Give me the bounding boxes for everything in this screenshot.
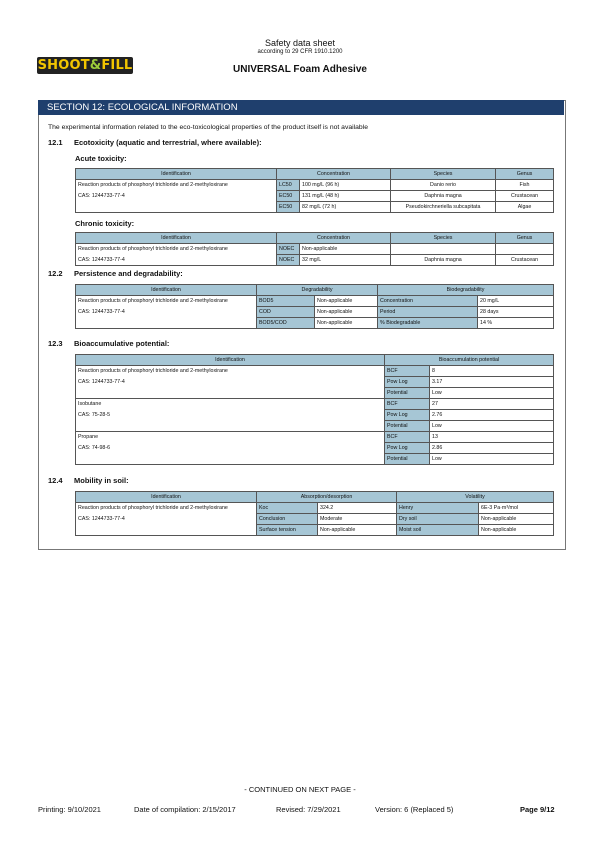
table-row [76, 307, 554, 318]
degradability-key: BOD5/COD [257, 318, 315, 329]
identification-name: Isobutane [76, 399, 385, 410]
volatility-key: Dry soil [397, 514, 479, 525]
bio-value: 2.76 [430, 410, 554, 421]
identification-cas: CAS: 1244733-77-4 [76, 377, 385, 388]
revised-date: Revised: 7/29/2021 [276, 805, 341, 814]
header-genus: Genus [496, 169, 554, 180]
bio-key: BCF [385, 399, 430, 410]
version: Version: 6 (Replaced 5) [375, 805, 454, 814]
bio-value: Low [430, 388, 554, 399]
bio-key: BCF [385, 366, 430, 377]
identification-cas: CAS: 75-28-5 [76, 410, 385, 421]
absorption-key: Conclusion [257, 514, 318, 525]
species [391, 244, 496, 255]
persistence-table [75, 284, 554, 329]
degradability-value: Non-applicable [315, 296, 378, 307]
bio-value: Low [430, 454, 554, 465]
identification-cas: CAS: 1244733-77-4 [76, 514, 257, 525]
table-header [76, 233, 554, 244]
genus: Algae [496, 202, 554, 213]
absorption-key: Surface tension [257, 525, 318, 536]
table-row [76, 296, 554, 307]
volatility-value: 6E-3 Pa·m³/mol [479, 503, 554, 514]
table-row [76, 443, 554, 454]
bio-value: 13 [430, 432, 554, 443]
bio-value: 8 [430, 366, 554, 377]
species: Danio rerio [391, 180, 496, 191]
table-row [76, 180, 554, 191]
header-concentration: Concentration [277, 233, 391, 244]
biodegradability-value: 28 days [478, 307, 554, 318]
identification-name: Propane [76, 432, 385, 443]
printing-date: Printing: 9/10/2021 [38, 805, 101, 814]
acute-toxicity-table [75, 168, 554, 213]
identification-name: Reaction products of phosphoryl trichloride and 2-methyloxirane [76, 366, 385, 377]
absorption-value: 324.2 [318, 503, 397, 514]
identification-name: Reaction products of phosphoryl trichloride and 2-methyloxirane [76, 296, 257, 307]
biodegradability-key: Period [378, 307, 478, 318]
volatility-value: Non-applicable [479, 514, 554, 525]
bio-value: Low [430, 421, 554, 432]
subsection-number: 12.1 [48, 138, 63, 147]
identification-cas: CAS: 1244733-77-4 [76, 191, 277, 202]
table-row [76, 421, 554, 432]
subsection-title: Ecotoxicity (aquatic and terrestrial, where available): [74, 138, 262, 147]
continued-notice: - CONTINUED ON NEXT PAGE - [244, 785, 356, 794]
volatility-key: Moist soil [397, 525, 479, 536]
bio-key: Pow Log [385, 410, 430, 421]
header-identification: Identification [76, 233, 277, 244]
bio-key: Potential [385, 454, 430, 465]
acute-toxicity-heading: Acute toxicity: [75, 154, 127, 163]
table-row [76, 503, 554, 514]
identification-blank [76, 421, 385, 432]
table-row [76, 514, 554, 525]
section-title-bar: SECTION 12: ECOLOGICAL INFORMATION [38, 100, 564, 115]
header-species: Species [391, 233, 496, 244]
table-row [76, 399, 554, 410]
header-genus: Genus [496, 233, 554, 244]
absorption-key: Koc [257, 503, 318, 514]
header-identification: Identification [76, 355, 385, 366]
header-species: Species [391, 169, 496, 180]
header-degradability: Degradability [257, 285, 378, 296]
degradability-value: Non-applicable [315, 307, 378, 318]
subsection-title: Bioaccumulative potential: [74, 339, 170, 348]
species: Daphnia magna [391, 255, 496, 266]
conc-type: NOEC [277, 255, 300, 266]
identification-name: Reaction products of phosphoryl trichloride and 2-methyloxirane [76, 180, 277, 191]
species: Daphnia magna [391, 191, 496, 202]
bio-key: Pow Log [385, 377, 430, 388]
header-bioaccumulation: Bioaccumulation potential [385, 355, 554, 366]
identification-blank [76, 388, 385, 399]
table-row [76, 388, 554, 399]
table-row [76, 525, 554, 536]
subsection-number: 12.4 [48, 476, 63, 485]
conc-value: 131 mg/L (48 h) [300, 191, 391, 202]
identification-blank [76, 202, 277, 213]
subsection-title: Persistence and degradability: [74, 269, 183, 278]
table-row [76, 202, 554, 213]
table-row [76, 318, 554, 329]
product-name: UNIVERSAL Foam Adhesive [233, 64, 367, 75]
page-number: Page 9/12 [520, 805, 555, 814]
biodegradability-value: 20 mg/L [478, 296, 554, 307]
bio-key: Potential [385, 421, 430, 432]
conc-type: EC50 [277, 202, 300, 213]
conc-type: EC50 [277, 191, 300, 202]
table-row [76, 432, 554, 443]
genus [496, 244, 554, 255]
section-intro: The experimental information related to the eco-toxicological properties of the product itself is not available [48, 124, 369, 131]
bio-key: Potential [385, 388, 430, 399]
identification-blank [76, 454, 385, 465]
volatility-value: Non-applicable [479, 525, 554, 536]
document-title: Safety data sheet [264, 38, 336, 48]
chronic-toxicity-heading: Chronic toxicity: [75, 219, 135, 228]
table-row [76, 191, 554, 202]
conc-value: 100 mg/L (96 h) [300, 180, 391, 191]
identification-blank [76, 525, 257, 536]
table-row [76, 366, 554, 377]
bioaccumulation-table [75, 354, 554, 465]
identification-blank [76, 318, 257, 329]
identification-cas: CAS: 74-98-6 [76, 443, 385, 454]
table-row [76, 377, 554, 388]
genus: Fish [496, 180, 554, 191]
table-header [76, 285, 554, 296]
table-header [76, 492, 554, 503]
bio-key: BCF [385, 432, 430, 443]
conc-type: LC50 [277, 180, 300, 191]
genus: Crustacean [496, 191, 554, 202]
identification-cas: CAS: 1244733-77-4 [76, 307, 257, 318]
table-row [76, 410, 554, 421]
table-header [76, 169, 554, 180]
header-absorption: Absorption/desorption [257, 492, 397, 503]
absorption-value: Moderate [318, 514, 397, 525]
header-identification: Identification [76, 492, 257, 503]
identification-name: Reaction products of phosphoryl trichloride and 2-methyloxirane [76, 244, 277, 255]
genus: Crustacean [496, 255, 554, 266]
degradability-key: COD [257, 307, 315, 318]
absorption-value: Non-applicable [318, 525, 397, 536]
conc-value: Non-applicable [300, 244, 391, 255]
biodegradability-key: % Biodegradable [378, 318, 478, 329]
bio-key: Pow Log [385, 443, 430, 454]
subsection-number: 12.2 [48, 269, 63, 278]
table-row [76, 244, 554, 255]
header-identification: Identification [76, 285, 257, 296]
bio-value: 2.86 [430, 443, 554, 454]
identification-name: Reaction products of phosphoryl trichloride and 2-methyloxirane [76, 503, 257, 514]
table-row [76, 255, 554, 266]
bio-value: 27 [430, 399, 554, 410]
table-row [76, 454, 554, 465]
header-concentration: Concentration [277, 169, 391, 180]
biodegradability-value: 14 % [478, 318, 554, 329]
bio-value: 3.17 [430, 377, 554, 388]
header-biodegradability: Biodegradability [378, 285, 554, 296]
table-header [76, 355, 554, 366]
conc-value: 82 mg/L (72 h) [300, 202, 391, 213]
compilation-date: Date of compilation: 2/15/2017 [134, 805, 236, 814]
subsection-title: Mobility in soil: [74, 476, 129, 485]
header-volatility: Volatility [397, 492, 554, 503]
mobility-table [75, 491, 554, 536]
species: Pseudokirchneriella subcapitata [391, 202, 496, 213]
volatility-key: Henry [397, 503, 479, 514]
conc-type: NOEC [277, 244, 300, 255]
degradability-key: BOD5 [257, 296, 315, 307]
shootfill-logo: SHOOT&FILL [37, 58, 133, 73]
chronic-toxicity-table [75, 232, 554, 266]
degradability-value: Non-applicable [315, 318, 378, 329]
identification-cas: CAS: 1244733-77-4 [76, 255, 277, 266]
document-subtitle: according to 29 CFR 1910.1200 [257, 49, 343, 55]
biodegradability-key: Concentration [378, 296, 478, 307]
conc-value: 32 mg/L [300, 255, 391, 266]
subsection-number: 12.3 [48, 339, 63, 348]
header-identification: Identification [76, 169, 277, 180]
